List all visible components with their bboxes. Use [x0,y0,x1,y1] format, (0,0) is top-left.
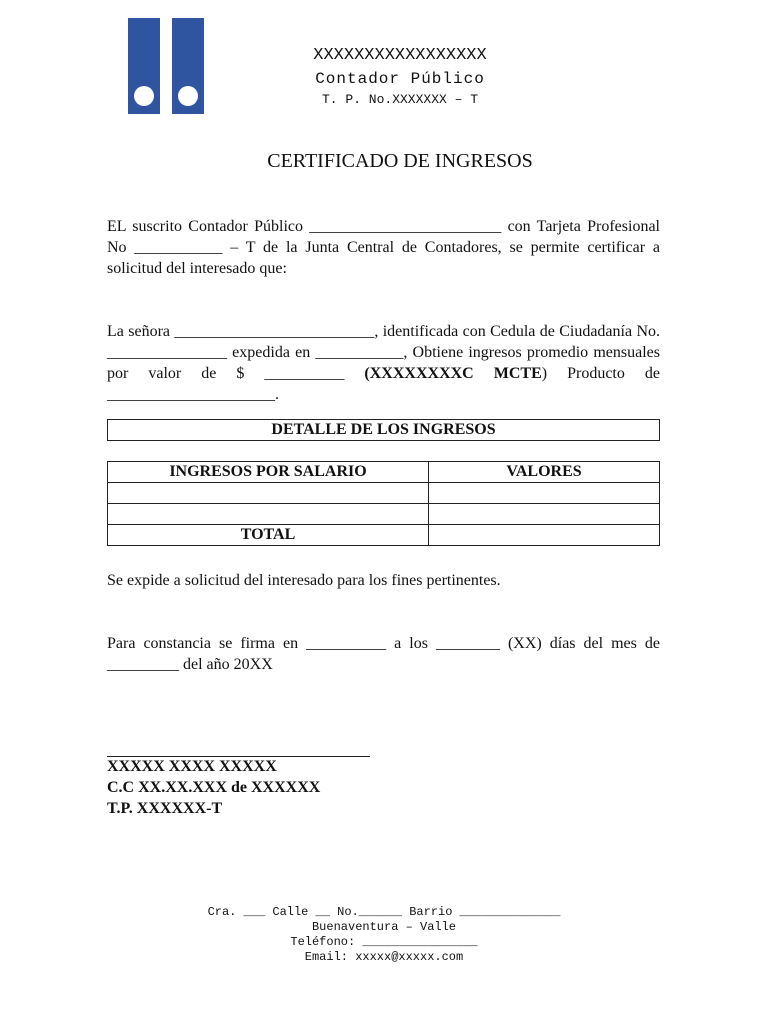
logo-dot [178,86,198,106]
income-paragraph-tail: ) Producto de _____________________. [107,365,660,403]
table-cell [108,504,429,525]
header-tp: T. P. No.XXXXXXX – T [321,92,479,107]
signature-line [107,756,370,757]
footer-email: Email: xxxxx@xxxxx.com [304,950,464,964]
signature-name: XXXXX XXXX XXXXX [107,758,277,775]
table-row [108,504,660,525]
income-paragraph [107,321,660,405]
table-cell [429,483,660,504]
total-value [429,525,660,546]
footer-phone: Teléfono: ________________ [290,935,478,949]
logo-bar-right [172,18,204,114]
table-header-row [108,462,660,483]
document-title: CERTIFICADO DE INGRESOS [267,150,533,172]
purpose-paragraph: Se expide a solicitud del interesado para los fines pertinentes. [107,572,501,589]
table-cell [108,483,429,504]
income-paragraph-text: La señora _________________________, identificada con Cedula de Ciudadanía No. _______________ expedida en ___________, Obtiene ingresos promedio mensuales por valor de $ __________ [107,323,660,382]
footer-address: Cra. ___ Calle __ No.______ Barrio ______________ [207,905,561,919]
signature-cc: C.C XX.XX.XXX de XXXXXX [107,779,321,796]
table-cell [429,504,660,525]
header-salary: INGRESOS POR SALARIO [108,462,429,483]
signature-tp: T.P. XXXXXX-T [107,800,223,817]
total-label: TOTAL [108,525,429,546]
header-role: Contador Público [315,70,485,88]
table-row [108,483,660,504]
footer-city: Buenaventura – Valle [311,920,457,934]
logo-bar-left [128,18,160,114]
header-values: VALORES [429,462,660,483]
income-table [107,461,660,546]
intro-paragraph: EL suscrito Contador Público ________________________ con Tarjeta Profesional No ___________ – T de la Junta Central de Contadores, se permite certificar a solicitud del interesado que: [107,218,660,277]
logo-dot [134,86,154,106]
detail-title: DETALLE DE LOS INGRESOS [107,419,660,441]
table-total-row [108,525,660,546]
income-paragraph-amount: (XXXXXXXXC MCTE [364,365,542,382]
signing-paragraph: Para constancia se firma en __________ a los ________ (XX) días del mes de _________ del año 20XX [107,635,660,673]
header-name: XXXXXXXXXXXXXXXXX [313,46,487,65]
logo [128,18,204,114]
